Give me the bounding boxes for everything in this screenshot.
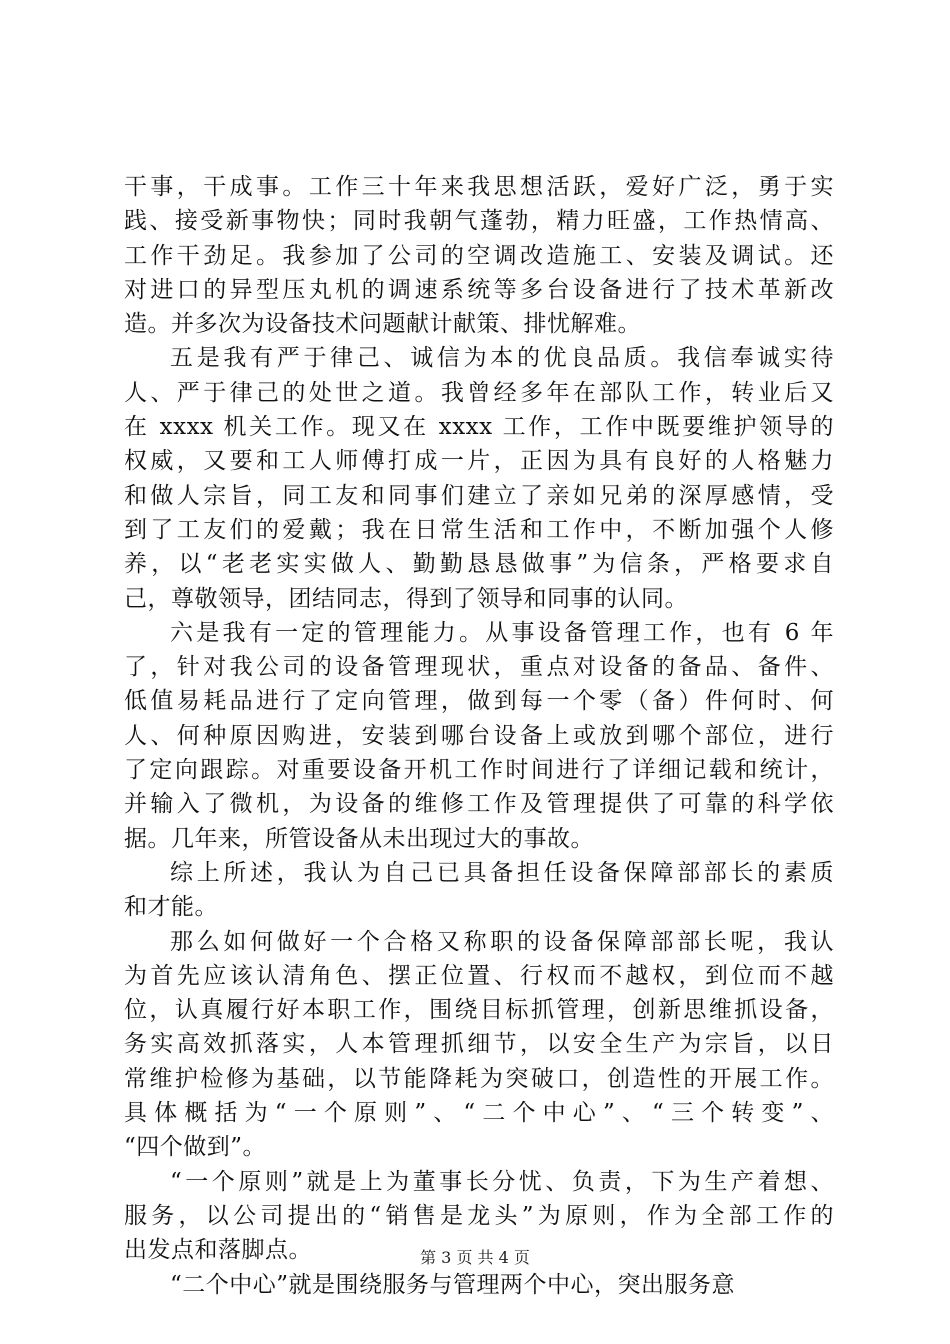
paragraph-start-line: 综上所述，我认为自己已具备担任设备保障部部长的素质 <box>170 859 834 886</box>
text-line: 务实高效抓落实，人本管理抓细节，以安全生产为宗旨，以日 <box>124 1031 834 1058</box>
text-line: 和才能。 <box>124 894 218 921</box>
text-line: 权威，又要和工人师傅打成一片，正因为具有良好的人格魅力 <box>124 448 834 475</box>
text-line: 和做人宗旨，同工友和同事们建立了亲如兄弟的深厚感情，受 <box>124 482 834 509</box>
text-line: 位，认真履行好本职工作，围绕目标抓管理，创新思维抓设备， <box>124 997 834 1024</box>
text-line: 造。并多次为设备技术问题献计献策、排忧解难。 <box>124 311 641 338</box>
document-body <box>124 170 834 1302</box>
text-line: 出发点和落脚点。 <box>124 1237 312 1264</box>
paragraph-start-line: 那么如何做好一个合格又称职的设备保障部部长呢，我认 <box>170 928 834 955</box>
text-line: 具体概括为“一个原则”、“二个中心”、“三个转变”、 <box>124 1100 834 1127</box>
text-line: 对进口的异型压丸机的调速系统等多台设备进行了技术革新改 <box>124 276 834 303</box>
text-line: 人、严于律己的处世之道。我曾经多年在部队工作，转业后又 <box>124 379 834 406</box>
text-line: 到了工友们的爱戴；我在日常生活和工作中，不断加强个人修 <box>124 516 834 543</box>
paragraph-start-line: 五是我有严于律己、诚信为本的优良品质。我信奉诚实待 <box>170 345 834 372</box>
text-line: 据。几年来，所管设备从未出现过大的事故。 <box>124 825 594 852</box>
text-line: 养，以“老老实实做人、勤勤恳恳做事”为信条，严格要求自 <box>124 551 834 578</box>
paragraph-start-line: 六是我有一定的管理能力。从事设备管理工作，也有 6 年 <box>170 619 834 646</box>
text-line: “四个做到”。 <box>124 1134 267 1161</box>
text-line: 践、接受新事物快；同时我朝气蓬勃，精力旺盛，工作热情高、 <box>124 208 834 235</box>
paragraph-start-line: “二个中心”就是围绕服务与管理两个中心，突出服务意 <box>170 1271 736 1298</box>
text-line: 人、何种原因购进，安装到哪台设备上或放到哪个部位，进行 <box>124 722 834 749</box>
text-line: 并输入了微机，为设备的维修工作及管理提供了可靠的科学依 <box>124 791 834 818</box>
text-line: 常维护检修为基础，以节能降耗为突破口，创造性的开展工作。 <box>124 1065 834 1092</box>
text-line: 工作干劲足。我参加了公司的空调改造施工、安装及调试。还 <box>124 242 834 269</box>
text-line: 干事，干成事。工作三十年来我思想活跃，爱好广泛，勇于实 <box>124 174 834 200</box>
text-line: 服务，以公司提出的“销售是龙头”为原则，作为全部工作的 <box>124 1202 834 1229</box>
paragraph-start-line: “一个原则”就是上为董事长分忧、负责，下为生产着想、 <box>170 1168 834 1195</box>
text-line: 低值易耗品进行了定向管理，做到每一个零（备）件何时、何 <box>124 688 834 715</box>
text-line: 了定向跟踪。对重要设备开机工作时间进行了详细记载和统计， <box>124 757 834 784</box>
text-line: 了，针对我公司的设备管理现状，重点对设备的备品、备件、 <box>124 654 834 681</box>
text-line: 己，尊敬领导，团结同志，得到了领导和同事的认同。 <box>124 585 688 612</box>
text-line: 在 xxxx 机关工作。现又在 xxxx 工作，工作中既要维护领导的 <box>124 414 834 441</box>
text-line: 为首先应该认清角色、摆正位置、行权而不越权，到位而不越 <box>124 962 834 989</box>
page-footer: 第 3 页 共 4 页 <box>420 1248 530 1267</box>
